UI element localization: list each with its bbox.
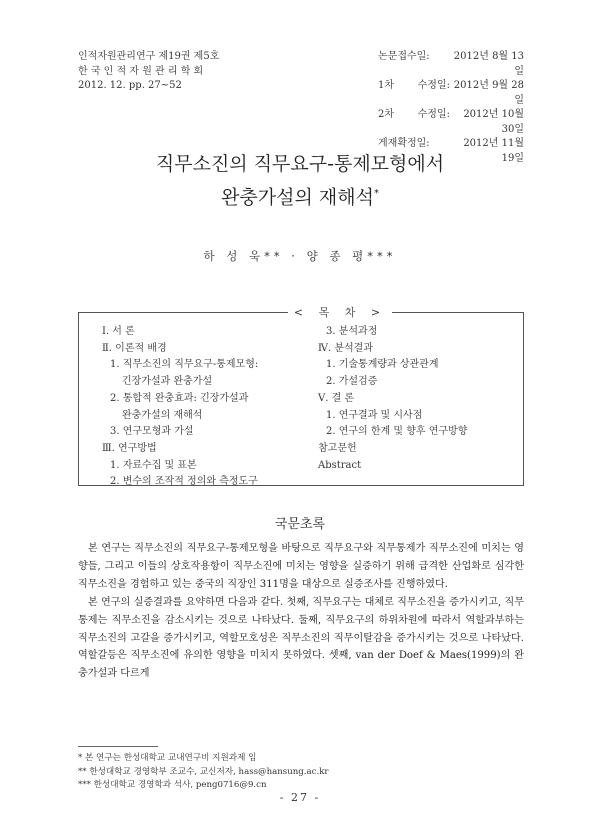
paper-title xyxy=(0,150,600,212)
footnote: ** 한성대학교 경영학부 조교수, 교신저자, hass@hansung.ac.kr xyxy=(78,766,329,777)
title-line-1: 직무소진의 직무요구-통제모형에서 xyxy=(155,153,445,175)
footnote: *** 한성대학교 경영학과 석사, peng0716@9.cn xyxy=(78,780,267,790)
toc-item: 2. 가설검증 xyxy=(326,376,378,388)
abstract-body xyxy=(78,540,524,683)
toc-item: 참고문헌 xyxy=(318,442,357,454)
toc-left-column xyxy=(102,324,258,491)
date-row: 2차 수정일: 2012년 10월 30일 xyxy=(378,109,524,135)
title-line-2: 완충가설의 재해석* xyxy=(221,186,379,209)
date-row: 논문접수일: 2012년 8월 13일 xyxy=(378,51,524,77)
authors: 하 성 욱** · 양 종 평*** xyxy=(203,249,397,263)
footnotes xyxy=(78,752,329,793)
toc-item: Abstract xyxy=(318,459,362,471)
toc-item: 완충가설의 재해석 xyxy=(122,409,203,421)
toc-heading: < 목 차 > xyxy=(0,304,600,320)
toc-item: 1. 연구결과 및 시사점 xyxy=(326,409,423,421)
toc-item: 긴장가설과 완충가설 xyxy=(122,376,213,388)
toc-item: 3. 연구모형과 가설 xyxy=(110,426,194,438)
journal-name: 인적자원관리연구 제19권 제5호 xyxy=(78,51,220,62)
date-row: 1차 수정일: 2012년 9월 28일 xyxy=(378,80,524,106)
footnote-divider xyxy=(78,746,158,747)
toc-item: 2. 통합적 완충효과: 긴장가설과 xyxy=(110,392,249,404)
toc-item: 1. 기술통계량과 상관관계 xyxy=(326,359,439,371)
toc-item: 2. 변수의 조작적 정의와 측정도구 xyxy=(110,476,258,488)
toc-item: Ⅳ. 분석결과 xyxy=(318,342,373,354)
journal-info xyxy=(78,50,219,94)
submission-dates xyxy=(378,50,524,166)
footnote: * 본 연구는 한성대학교 교내연구비 지원과제 임 xyxy=(78,753,257,763)
toc-right-column xyxy=(318,324,467,474)
toc-item: 1. 직무소진의 직무요구-통제모형: xyxy=(110,359,259,371)
toc-item: Ⅴ. 결 론 xyxy=(318,392,355,404)
toc-item: Ⅰ. 서 론 xyxy=(102,326,135,337)
toc-item: 1. 자료수집 및 표본 xyxy=(110,459,197,471)
page-number: - 27 - xyxy=(279,791,321,804)
toc-item: 3. 분석과정 xyxy=(326,326,378,337)
issue-pages: 2012. 12. pp. 27~52 xyxy=(78,80,182,91)
toc-item: Ⅱ. 이론적 배경 xyxy=(102,342,167,354)
date-row: 게재확정일: 2012년 11월 19일 xyxy=(378,138,524,164)
toc-item: Ⅲ. 연구방법 xyxy=(102,442,157,454)
abstract-title: 국문초록 xyxy=(274,517,326,532)
abstract-paragraph: 본 연구의 실증결과를 요약하면 다음과 같다. 첫째, 직무요구는 대체로 직무소진을 증가시키고, 직무통제는 직무소진을 감소시키는 것으로 나타났다. 둘째, 직무요구의 하위차원에 따라서 역할과부하는 직무소진의 고갈을 증가시키고, 역할모호성은 직무소진의 직무이탈감을 증가시키는 것으로 나타났다. 역할갈등은 직무소진에 유의한 영향을 미치지 못하였다. 셋째, van der Doef & Maes(1999)의 완충가설과 다르게 xyxy=(78,596,524,680)
title-footnote-mark: * xyxy=(373,188,379,199)
society-name: 한 국 인 적 자 원 관 리 학 회 xyxy=(78,65,204,77)
abstract-paragraph: 본 연구는 직무소진의 직무요구-통제모형을 바탕으로 직무요구와 직무통제가 직무소진에 미치는 영향들, 그리고 이들의 상호작용항이 직무소진에 미치는 영향을 실증하기 위해 급격한 산업화로 심각한 직무소진을 경험하고 있는 중국의 직장인 311명을 대상으로 실증조사를 진행하였다. xyxy=(78,543,524,590)
toc-item: 2. 연구의 한계 및 향후 연구방향 xyxy=(326,426,468,438)
